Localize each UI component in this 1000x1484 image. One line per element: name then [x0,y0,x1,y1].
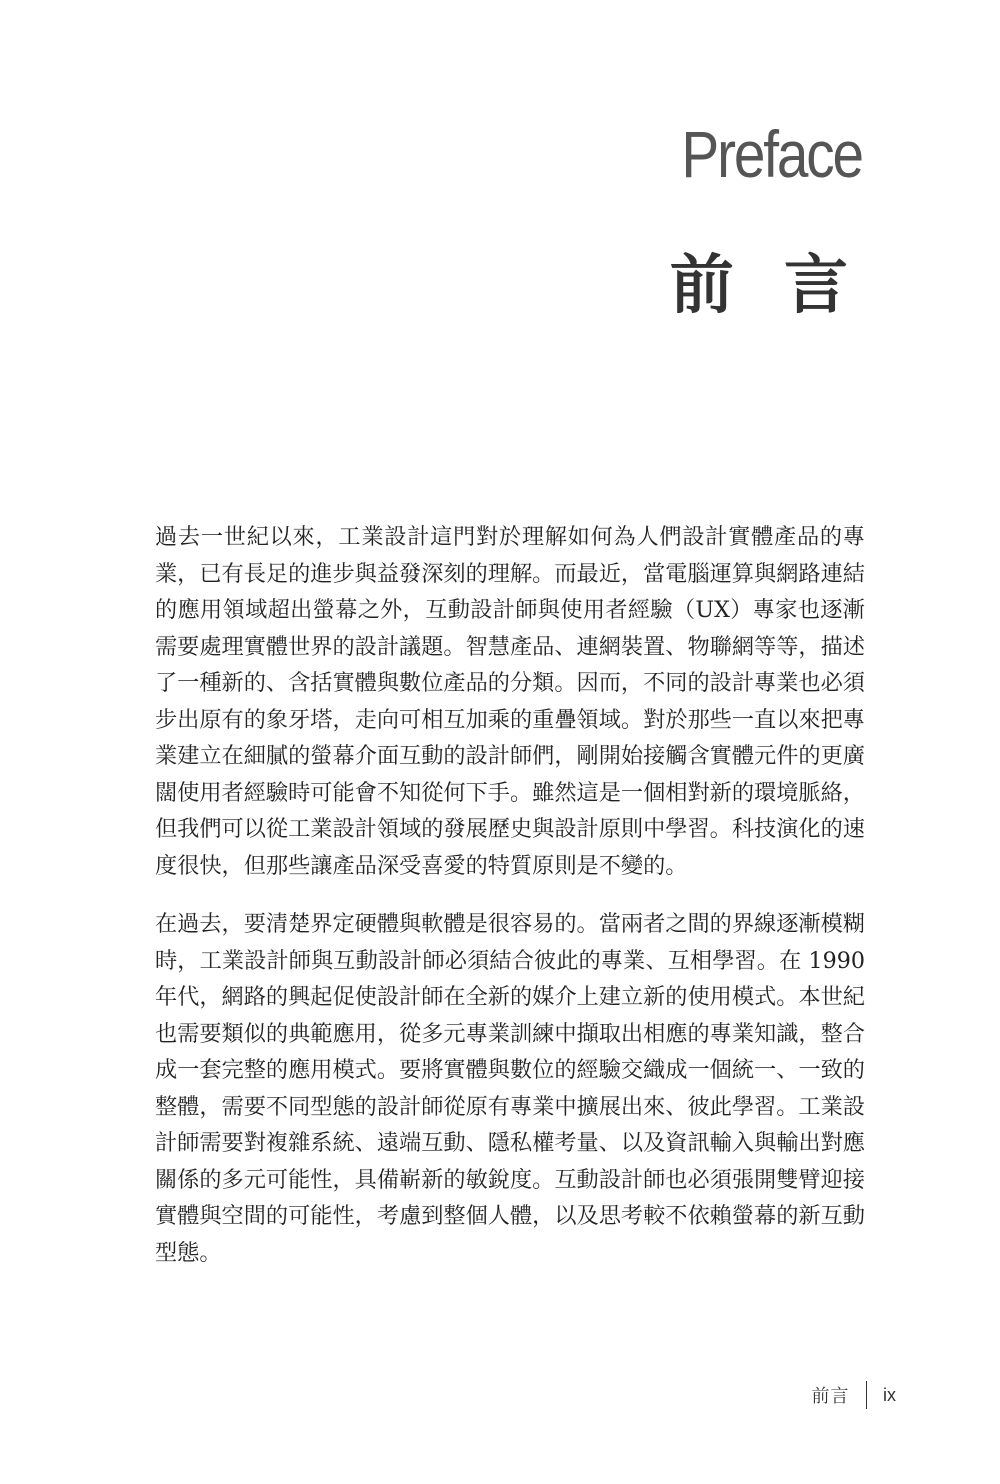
page-title-english: Preface [681,117,862,191]
paragraph-1: 過去一世紀以來，工業設計這門對於理解如何為人們設計實體產品的專業，已有長足的進步與益發深刻的理解。而最近，當電腦運算與網路連結的應用領域超出螢幕之外，互動設計師與使用者經驗（UX）專家也逐漸需要處理實體世界的設計議題。智慧產品、連網裝置、物聯網等等，描述了一種新的、含括實體與數位產品的分類。因而，不同的設計專業也必須步出原有的象牙塔，走向可相互加乘的重疊領域。對於那些一直以來把專業建立在細膩的螢幕介面互動的設計師們，剛開始接觸含實體元件的更廣闊使用者經驗時可能會不知從何下手。雖然這是一個相對新的環境脈絡，但我們可以從工業設計領域的發展歷史與設計原則中學習。科技演化的速度很快，但那些讓產品深受喜愛的特質原則是不變的。 [155,524,865,879]
page-title-chinese: 前 言 [669,248,862,323]
footer-section-label: 前言 [811,1386,850,1407]
page-footer [812,1381,897,1409]
paragraph-2: 在過去，要清楚界定硬體與軟體是很容易的。當兩者之間的界線逐漸模糊時，工業設計師與互動設計師必須結合彼此的專業、互相學習。在 1990 年代，網路的興起促使設計師在全新的媒介上建立新的使用模式。本世紀也需要類似的典範應用，從多元專業訓練中擷取出相應的專業知識，整合成一套完整的應用模式。要將實體與數位的經驗交織成一個統一、一致的整體，需要不同型態的設計師從原有專業中擴展出來、彼此學習。工業設計師需要對複雜系統、遠端互動、隱私權考量、以及資訊輸入與輸出對應關係的多元可能性，具備嶄新的敏銳度。互動設計師也必須張開雙臂迎接實體與空間的可能性，考慮到整個人體，以及思考較不依賴螢幕的新互動型態。 [155,911,865,1266]
page-number: ix [883,1384,896,1405]
footer-divider [866,1381,868,1409]
body-text [155,519,865,1293]
